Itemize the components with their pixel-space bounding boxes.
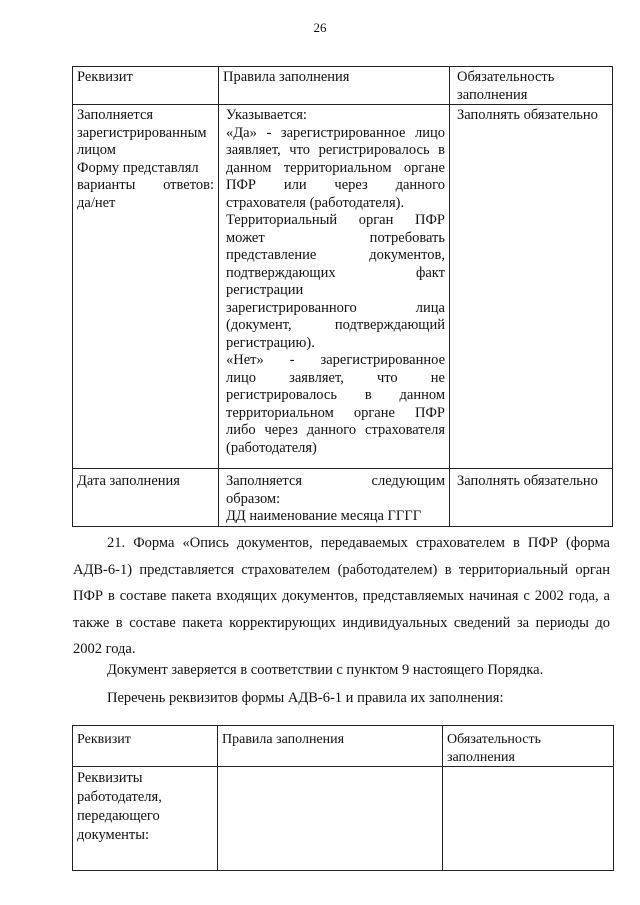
requisites-table-2 xyxy=(72,725,614,871)
requisites-table-1 xyxy=(72,66,613,527)
table-row xyxy=(73,469,613,527)
header-obligation: Обязательность заполнения xyxy=(450,67,613,105)
requisite-cell: Реквизиты работодателя, передающего документы: xyxy=(73,767,218,871)
requisite-cell: Дата заполнения xyxy=(73,469,219,527)
header-obligation: Обязательность заполнения xyxy=(443,726,614,767)
paragraph-list-intro: Перечень реквизитов формы АДВ-6-1 и правила их заполнения: xyxy=(107,690,504,706)
rules-cell: Указывается: «Да» - зарегистрированное лицо заявляет, что регистрировалось в данном территориальном органе ПФР или через данного страхователя (работодателя). Территориальный орган ПФР может потребовать представление документов, подтверждающих факт регистрации зарегистрированного лица (документ, подтверждающий регистрацию). «Нет» - зарегистрированное лицо заявляет, что не регистрировалось в данном территориальном органе ПФР либо через данного страхователя (работодателя) xyxy=(219,105,450,469)
obligation-cell: Заполнять обязательно xyxy=(450,469,613,527)
rules-cell: Заполняется следующим образом: ДД наименование месяца ГГГГ xyxy=(219,469,450,527)
header-requisite: Реквизит xyxy=(73,67,219,105)
header-rules: Правила заполнения xyxy=(218,726,443,767)
header-requisite: Реквизит xyxy=(73,726,218,767)
paragraph-certify: Документ заверяется в соответствии с пунктом 9 настоящего Порядка. xyxy=(107,662,544,678)
obligation-cell: Заполнять обязательно xyxy=(450,105,613,469)
requisite-cell: Заполняется зарегистрированным лицом Форму представлял варианты ответов: да/нет xyxy=(73,105,219,469)
page-number: 26 xyxy=(313,20,327,35)
table-header-row xyxy=(73,726,614,767)
table-row xyxy=(73,767,614,871)
header-rules: Правила заполнения xyxy=(219,67,450,105)
paragraph-21: 21. Форма «Опись документов, передаваемых страхователем в ПФР (форма АДВ-6-1) представляется страхователем (работодателем) в территориальный орган ПФР в составе пакета входящих документов, представляемых начиная с 2002 года, а также в составе пакета корректирующих индивидуальных сведений за периоды до 2002 года. xyxy=(73,535,610,657)
table-header-row xyxy=(73,67,613,105)
table-row xyxy=(73,105,613,469)
rules-cell xyxy=(218,767,443,871)
obligation-cell xyxy=(443,767,614,871)
